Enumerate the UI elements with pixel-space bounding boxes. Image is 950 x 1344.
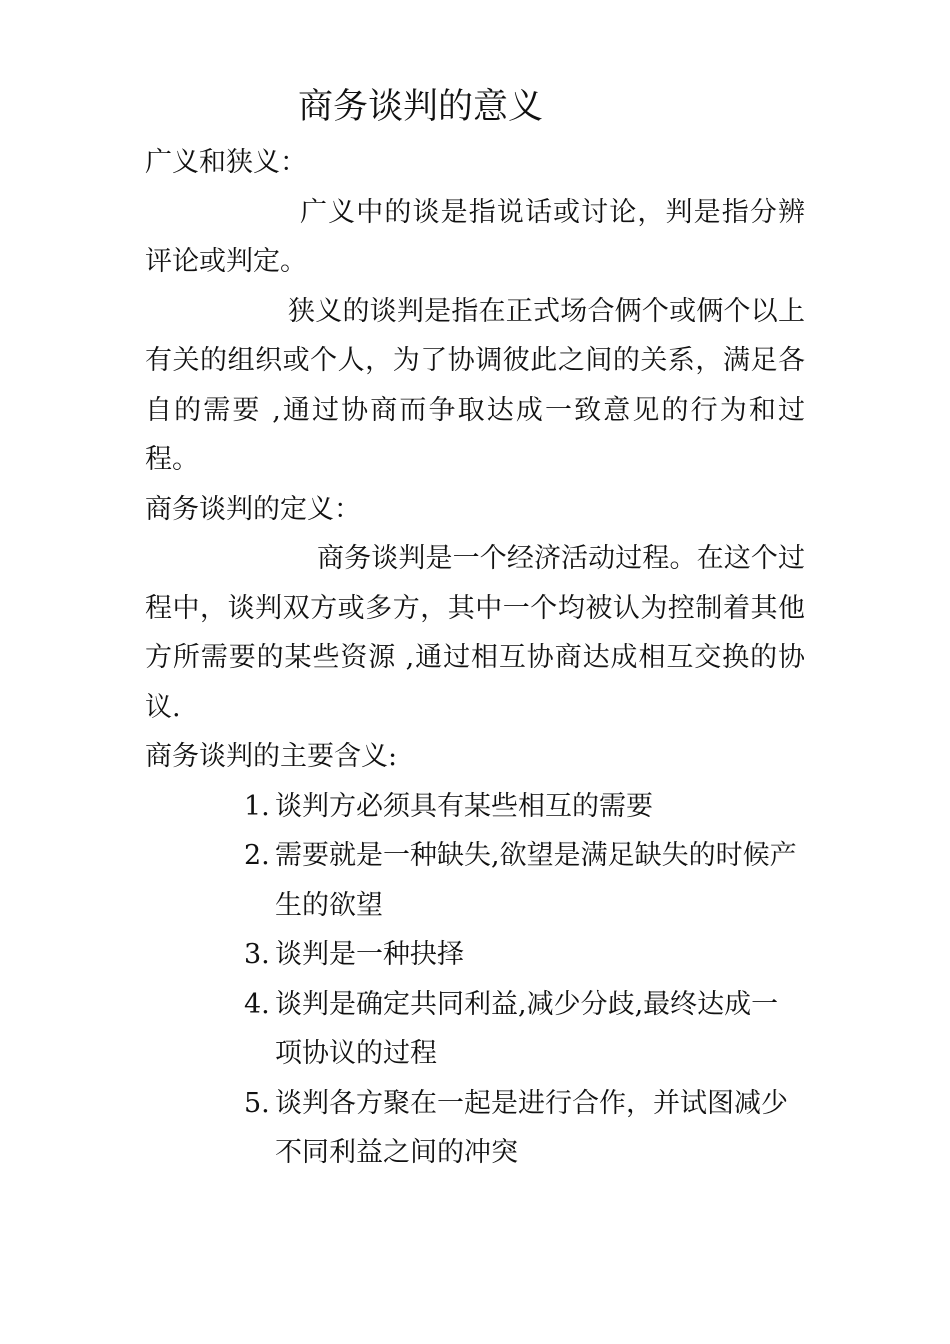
list-item-number: 3.: [244, 939, 270, 970]
main-meanings-list: [145, 782, 805, 1178]
list-item-number: 1.: [244, 790, 270, 822]
list-item-number: 2.: [244, 840, 270, 871]
document-body: [145, 138, 805, 1178]
list-item: [244, 782, 805, 832]
section-heading-business-definition: 商务谈判的定义：: [145, 493, 361, 525]
list-item-text: 谈判是一种抉择: [275, 939, 464, 970]
list-item-text: 需要就是一种缺失,欲望是满足缺失的时候产生的欲望: [275, 840, 797, 921]
list-item: [244, 831, 805, 930]
list-item-number: 4.: [244, 988, 270, 1020]
broad-meaning-paragraph: 广义中的谈是指说话或讨论，判是指分辨评论或判定。: [145, 196, 805, 277]
list-item: [244, 1079, 805, 1178]
list-item-text: 谈判各方聚在一起是进行合作，并试图减少不同利益之间的冲突: [275, 1087, 788, 1168]
narrow-meaning-paragraph: 狭义的谈判是指在正式场合俩个或俩个以上有关的组织或个人，为了协调彼此之间的关系，满足各自的需要 ,通过协商而争取达成一致意见的行为和过程。: [145, 295, 805, 475]
section-heading-main-meanings: 商务谈判的主要含义:: [145, 741, 398, 772]
business-definition-paragraph: 商务谈判是一个经济活动过程。在这个过程中，谈判双方或多方，其中一个均被认为控制着其他方所需要的某些资源 ,通过相互协商达成相互交换的协议.: [145, 543, 805, 723]
section-heading-definitions: 广义和狭义：: [145, 147, 307, 178]
page-title: 商务谈判的意义: [298, 87, 544, 127]
list-item: [244, 930, 805, 980]
list-item: [244, 980, 805, 1079]
list-item-text: 谈判是确定共同利益,减少分歧,最终达成一项协议的过程: [275, 988, 779, 1069]
list-item-number: 5.: [244, 1087, 270, 1119]
list-item-text: 谈判方必须具有某些相互的需要: [275, 790, 653, 822]
